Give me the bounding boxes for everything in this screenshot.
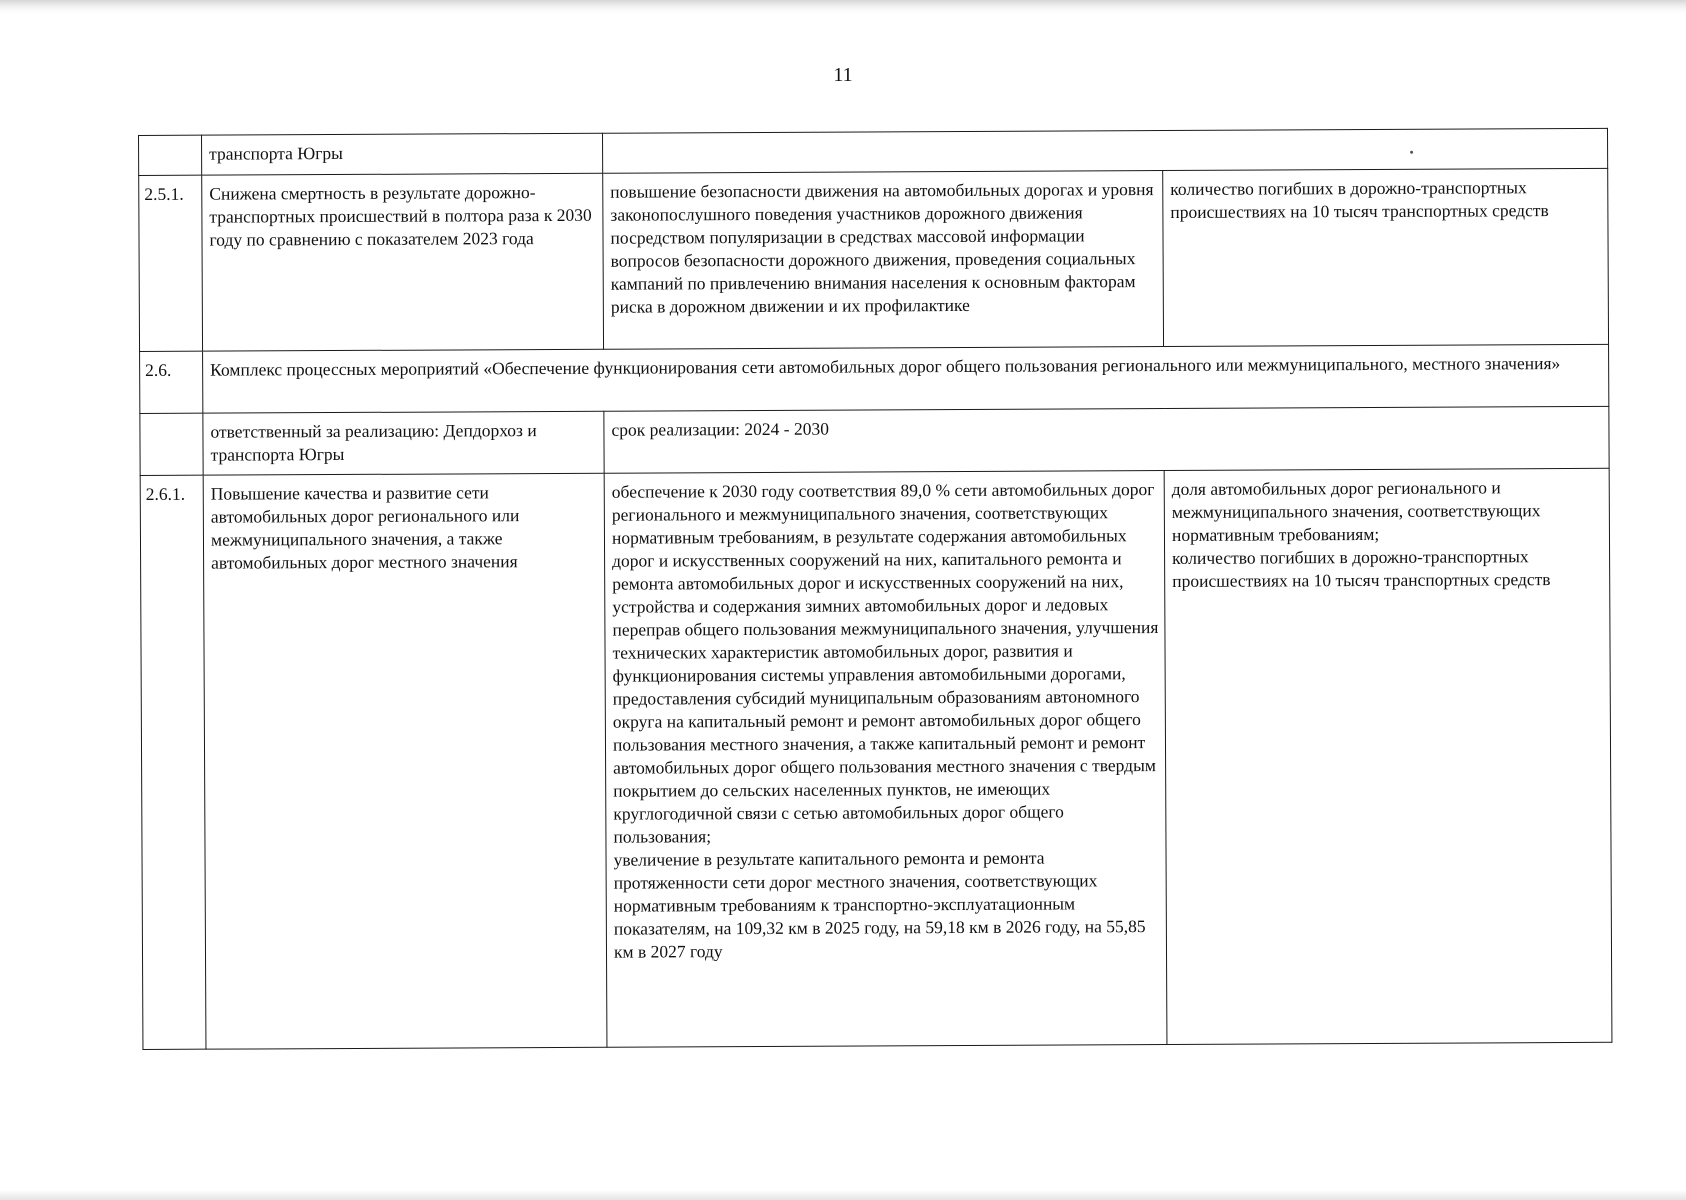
term-cell: срок реализации: 2024 - 2030 bbox=[604, 406, 1609, 473]
scan-edge-bottom bbox=[0, 1190, 1686, 1200]
scan-speck bbox=[1410, 151, 1413, 154]
row-number: 2.5.1. bbox=[139, 175, 203, 351]
table-row-2-5-1 bbox=[139, 168, 1609, 351]
responsible-cell: ответственный за реализацию: Депдорхоз и транспорта Югры bbox=[203, 411, 604, 475]
task-cell: Снижена смертность в результате дорожно-транспортных происшествий в полтора раза к 2030 году по сравнению с показателем 2023 года bbox=[202, 173, 604, 351]
task-cell: Повышение качества и развитие сети автомобильных дорог регионального или межмуниципального значения, а также автомобильных дорог местного значения bbox=[203, 473, 607, 1049]
scan-edge-top bbox=[0, 0, 1686, 14]
table-row-2-6-1 bbox=[140, 468, 1612, 1049]
complex-title-cell: Комплекс процессных мероприятий «Обеспечение функционирования сети автомобильных дорог общего пользования регионального или межмуниципального, местного значения» bbox=[203, 344, 1609, 413]
row-number-cell bbox=[140, 413, 203, 475]
measures-table bbox=[138, 128, 1612, 1050]
row-number: 2.6. bbox=[140, 351, 203, 413]
table-row-2-6 bbox=[140, 344, 1609, 413]
row-number: 2.6.1. bbox=[140, 475, 206, 1049]
row-number-cell bbox=[139, 135, 202, 175]
continuation-right-cell bbox=[602, 128, 1607, 173]
table-row-2-6-responsible bbox=[140, 406, 1609, 475]
effect-cell: повышение безопасности движения на автомобильных дорогах и уровня законопослушного поведения участников дорожного движения посредством популяризации в средствах массовой информации вопросов безопасности дорожного движения, проведения социальных кампаний по привлечению внимания населения к основным факторам риска в дорожном движении и их профилактике bbox=[603, 170, 1164, 349]
indicator-cell: количество погибших в дорожно-транспортных происшествиях на 10 тысяч транспортных средств bbox=[1163, 168, 1609, 346]
effect-cell: обеспечение к 2030 году соответствия 89,0 % сети автомобильных дорог регионального и межмуниципального значения, соответствующих нормативным требованиям, в результате содержания автомобильных дорог и искусственных сооружений на них, капитального ремонта и ремонта автомобильных дорог и искусственных сооружений на них, устройства и содержания зимних автомобильных дорог и ледовых переправ общего пользования межмуниципального значения, улучшения технических характеристик автомобильных дорог, развития и функционирования системы управления автомобильными дорогами, предоставления субсидий муниципальным образованиям автономного округа на капитальный ремонт и ремонт автомобильных дорог общего пользования местного значения, а также капитальный ремонт и ремонт автомобильных дорог общего пользования местного значения с твердым покрытием до сельских населенных пунктов, не имеющих круглогодичной связи с сетью автомобильных дорог общего пользования; увеличение в результате капитального ремонта и ремонта протяженности сети дорог местного значения, соответствующих нормативным требованиям к транспортно-эксплуатационным показателям, на 109,32 км в 2025 году, на 59,18 км в 2026 году, на 55,85 км в 2027 году bbox=[604, 470, 1167, 1047]
continuation-label: транспорта Югры bbox=[202, 133, 603, 175]
indicator-cell: доля автомобильных дорог регионального и межмуниципального значения, соответствующих нормативным требованиям; количество погибших в дорожно-транспортных происшествиях на 10 тысяч транспортных средств bbox=[1164, 468, 1612, 1044]
page-number: 11 bbox=[833, 64, 853, 86]
